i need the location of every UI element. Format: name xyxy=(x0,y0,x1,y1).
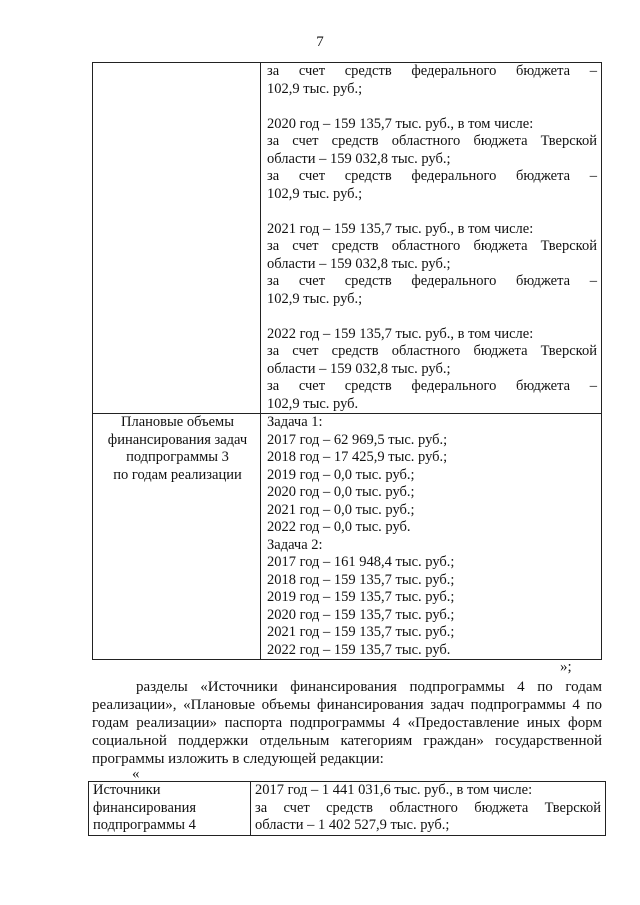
text-line: подпрограммы 3 xyxy=(126,449,229,465)
text-line: за счет средств областного бюджета Тверской xyxy=(255,799,601,816)
text-line: 2021 год – 159 135,7 тыс. руб., в том числе: xyxy=(267,220,534,237)
blank-line xyxy=(267,98,597,116)
text-line: за счет средств федерального бюджета – xyxy=(267,63,597,79)
planned-volumes-label-cell xyxy=(93,414,261,660)
text-line: финансирования xyxy=(93,799,197,816)
empty-left-cell xyxy=(93,63,261,414)
text-line: 2020 год – 159 135,7 тыс. руб., в том числе: xyxy=(267,115,534,132)
text-line: 2022 год – 159 135,7 тыс. руб. xyxy=(267,641,451,658)
text-line: за счет средств федерального бюджета – xyxy=(267,168,597,184)
text-line: 102,9 тыс. руб.; xyxy=(267,290,363,307)
financing-sources-values-cell xyxy=(251,782,606,836)
paragraph-text: разделы «Источники финансирования подпрограммы 4 по годам реализации», «Плановые объемы финансирования задач подпрограммы 4 по годам реализации» паспорта подпрограммы 4 «Предоставление иных форм социальной поддержки отдельным категориям граждан» государственной программы изложить в следующей редакции: xyxy=(92,679,602,767)
text-line: области – 159 032,8 тыс. руб.; xyxy=(267,360,451,377)
text-line: 102,9 тыс. руб.; xyxy=(267,80,363,97)
text-line: 2017 год – 62 969,5 тыс. руб.; xyxy=(267,431,448,448)
text-line: за счет средств федерального бюджета – xyxy=(267,273,597,289)
text-line: 2020 год – 159 135,7 тыс. руб.; xyxy=(267,606,455,623)
subprogram-3-table xyxy=(92,62,602,660)
blank-line xyxy=(267,308,597,326)
text-line: 2020 год – 0,0 тыс. руб.; xyxy=(267,484,415,500)
table-row xyxy=(89,782,606,836)
table-row xyxy=(93,63,602,414)
text-line: Задача 1: xyxy=(267,414,323,430)
planned-volumes-values-cell xyxy=(261,414,602,660)
text-line: 2019 год – 0,0 тыс. руб.; xyxy=(267,466,415,483)
text-line: 2022 год – 0,0 тыс. руб. xyxy=(267,519,411,535)
text-line: 2022 год – 159 135,7 тыс. руб., в том числе: xyxy=(267,325,534,342)
financing-sources-cell xyxy=(261,63,602,414)
text-line: 102,9 тыс. руб. xyxy=(267,395,359,412)
text-line: области – 159 032,8 тыс. руб.; xyxy=(267,255,451,272)
text-line: области – 1 402 527,9 тыс. руб.; xyxy=(255,817,450,833)
text-line: за счет средств федерального бюджета – xyxy=(267,378,597,394)
text-line: 2018 год – 159 135,7 тыс. руб.; xyxy=(267,571,455,588)
text-line: Плановые объемы xyxy=(121,414,234,430)
table-row xyxy=(93,414,602,660)
page-number: 7 xyxy=(316,34,324,50)
text-line: за счет средств областного бюджета Тверской xyxy=(267,343,597,359)
opening-quote: « xyxy=(132,766,140,782)
text-line: 2019 год – 159 135,7 тыс. руб.; xyxy=(267,589,455,605)
text-line: Источники xyxy=(93,782,161,798)
text-line: области – 159 032,8 тыс. руб.; xyxy=(267,150,451,167)
text-line: 2018 год – 17 425,9 тыс. руб.; xyxy=(267,449,448,465)
text-line: по годам реализации xyxy=(113,466,242,483)
text-line: 2017 год – 161 948,4 тыс. руб.; xyxy=(267,554,455,570)
text-line: 2021 год – 0,0 тыс. руб.; xyxy=(267,501,415,518)
text-line: финансирования задач xyxy=(107,431,248,448)
financing-sources-label-cell xyxy=(89,782,251,836)
closing-quote: »; xyxy=(560,659,572,675)
blank-line xyxy=(267,203,597,221)
text-line: 102,9 тыс. руб.; xyxy=(267,185,363,202)
text-line: Задача 2: xyxy=(267,536,323,553)
text-line: 2017 год – 1 441 031,6 тыс. руб., в том числе: xyxy=(255,782,533,798)
text-line: за счет средств областного бюджета Тверской xyxy=(267,133,597,149)
text-line: за счет средств областного бюджета Тверской xyxy=(267,238,597,254)
amendment-paragraph xyxy=(92,678,602,768)
text-line: 2021 год – 159 135,7 тыс. руб.; xyxy=(267,624,455,640)
text-line: подпрограммы 4 xyxy=(93,817,196,833)
subprogram-4-table xyxy=(88,781,606,836)
